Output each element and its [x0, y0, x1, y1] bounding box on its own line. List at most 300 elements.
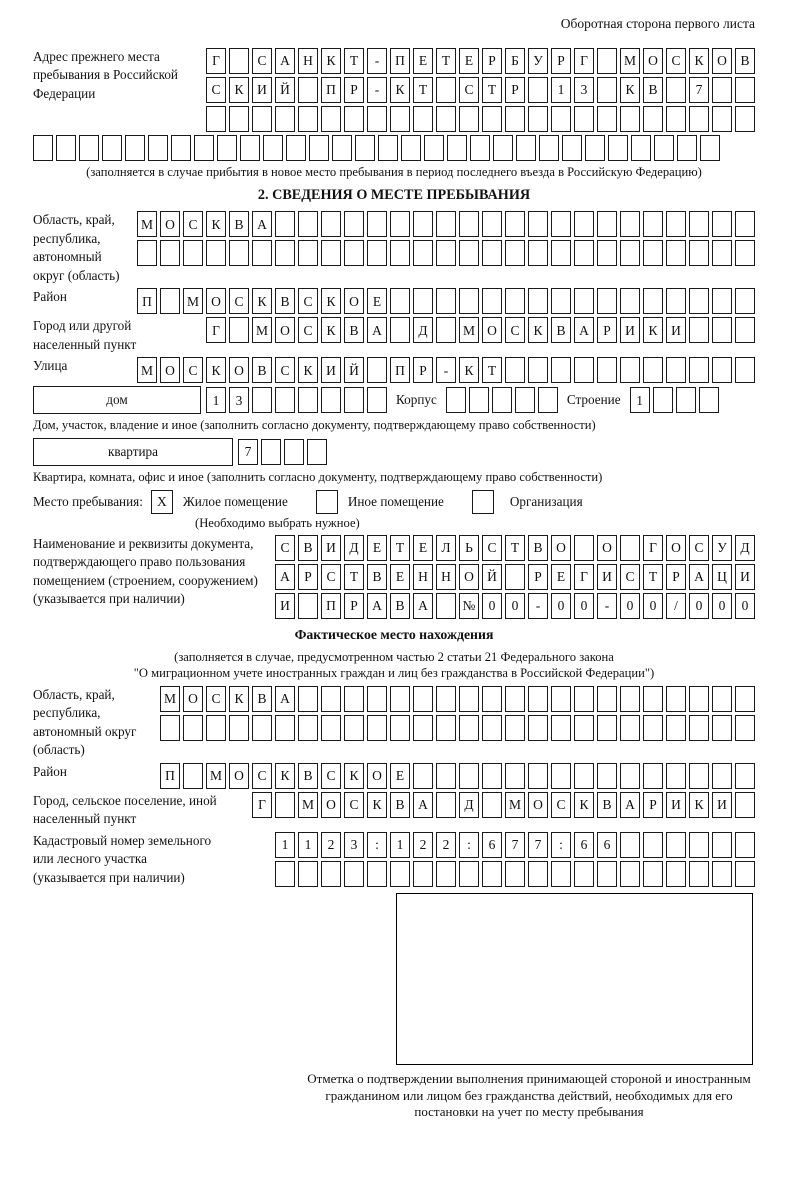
- form-cell[interactable]: 0: [482, 593, 502, 619]
- form-cell[interactable]: [505, 763, 525, 789]
- form-cell[interactable]: Е: [367, 535, 387, 561]
- form-cell[interactable]: Г: [574, 564, 594, 590]
- form-cell[interactable]: [528, 211, 548, 237]
- form-cell[interactable]: [551, 106, 571, 132]
- form-cell[interactable]: Е: [413, 48, 433, 74]
- form-cell[interactable]: 0: [643, 593, 663, 619]
- form-cell[interactable]: [643, 357, 663, 383]
- form-cell[interactable]: [666, 686, 686, 712]
- form-cell[interactable]: Т: [344, 48, 364, 74]
- form-cell[interactable]: С: [275, 535, 295, 561]
- form-cell[interactable]: В: [735, 48, 755, 74]
- form-cell[interactable]: [574, 861, 594, 887]
- form-cell[interactable]: [229, 715, 249, 741]
- ulitsa-row[interactable]: [137, 357, 755, 383]
- form-cell[interactable]: [298, 77, 318, 103]
- form-cell[interactable]: [597, 763, 617, 789]
- form-cell[interactable]: [539, 135, 559, 161]
- form-cell[interactable]: [574, 211, 594, 237]
- form-cell[interactable]: [677, 135, 697, 161]
- form-cell[interactable]: [643, 832, 663, 858]
- form-cell[interactable]: О: [183, 686, 203, 712]
- form-cell[interactable]: :: [551, 832, 571, 858]
- form-cell[interactable]: [459, 106, 479, 132]
- form-cell[interactable]: О: [367, 763, 387, 789]
- form-cell[interactable]: В: [643, 77, 663, 103]
- form-cell[interactable]: [321, 861, 341, 887]
- form-cell[interactable]: В: [551, 317, 571, 343]
- form-cell[interactable]: [367, 387, 387, 413]
- form-cell[interactable]: [597, 240, 617, 266]
- form-cell[interactable]: П: [390, 357, 410, 383]
- form-cell[interactable]: [284, 439, 304, 465]
- form-cell[interactable]: Ь: [459, 535, 479, 561]
- form-cell[interactable]: [390, 106, 410, 132]
- form-cell[interactable]: [459, 211, 479, 237]
- dom-cells[interactable]: [206, 387, 387, 413]
- form-cell[interactable]: [344, 715, 364, 741]
- form-cell[interactable]: [528, 106, 548, 132]
- form-cell[interactable]: [735, 211, 755, 237]
- form-cell[interactable]: 0: [735, 593, 755, 619]
- form-cell[interactable]: [240, 135, 260, 161]
- form-cell[interactable]: 3: [574, 77, 594, 103]
- form-cell[interactable]: Р: [551, 48, 571, 74]
- form-cell[interactable]: В: [229, 211, 249, 237]
- form-cell[interactable]: 1: [390, 832, 410, 858]
- form-cell[interactable]: [469, 387, 489, 413]
- form-cell[interactable]: Д: [459, 792, 479, 818]
- form-cell[interactable]: [528, 861, 548, 887]
- form-cell[interactable]: [436, 861, 456, 887]
- form-cell[interactable]: [620, 357, 640, 383]
- form-cell[interactable]: [505, 357, 525, 383]
- form-cell[interactable]: К: [229, 686, 249, 712]
- form-cell[interactable]: [551, 715, 571, 741]
- form-cell[interactable]: [286, 135, 306, 161]
- form-cell[interactable]: [436, 317, 456, 343]
- kvartira-cells[interactable]: [238, 439, 327, 465]
- form-cell[interactable]: [735, 357, 755, 383]
- form-cell[interactable]: [712, 211, 732, 237]
- form-cell[interactable]: А: [689, 564, 709, 590]
- form-cell[interactable]: И: [252, 77, 272, 103]
- form-cell[interactable]: Р: [344, 593, 364, 619]
- form-cell[interactable]: [413, 763, 433, 789]
- form-cell[interactable]: -: [367, 48, 387, 74]
- form-cell[interactable]: 7: [528, 832, 548, 858]
- form-cell[interactable]: Б: [505, 48, 525, 74]
- form-cell[interactable]: К: [528, 317, 548, 343]
- form-cell[interactable]: [298, 686, 318, 712]
- form-cell[interactable]: [275, 211, 295, 237]
- form-cell[interactable]: [459, 686, 479, 712]
- form-cell[interactable]: Г: [252, 792, 272, 818]
- form-cell[interactable]: [459, 715, 479, 741]
- form-cell[interactable]: [689, 106, 709, 132]
- form-cell[interactable]: [528, 288, 548, 314]
- form-cell[interactable]: У: [712, 535, 732, 561]
- form-cell[interactable]: [597, 686, 617, 712]
- form-cell[interactable]: Г: [206, 48, 226, 74]
- form-cell[interactable]: [712, 832, 732, 858]
- form-cell[interactable]: [390, 715, 410, 741]
- form-cell[interactable]: О: [551, 535, 571, 561]
- form-cell[interactable]: [229, 317, 249, 343]
- form-cell[interactable]: [229, 106, 249, 132]
- form-cell[interactable]: [436, 211, 456, 237]
- form-cell[interactable]: [263, 135, 283, 161]
- form-cell[interactable]: [735, 686, 755, 712]
- form-cell[interactable]: Р: [643, 792, 663, 818]
- form-cell[interactable]: [620, 106, 640, 132]
- form-cell[interactable]: [689, 317, 709, 343]
- form-cell[interactable]: 6: [597, 832, 617, 858]
- form-cell[interactable]: [321, 106, 341, 132]
- form-cell[interactable]: [344, 686, 364, 712]
- form-cell[interactable]: С: [183, 357, 203, 383]
- form-cell[interactable]: [735, 832, 755, 858]
- checkbox-organizatsiya[interactable]: [472, 490, 494, 514]
- form-cell[interactable]: [332, 135, 352, 161]
- form-cell[interactable]: [597, 77, 617, 103]
- form-cell[interactable]: [492, 387, 512, 413]
- doc-row-3[interactable]: [275, 593, 755, 619]
- form-cell[interactable]: М: [183, 288, 203, 314]
- form-cell[interactable]: С: [321, 564, 341, 590]
- form-cell[interactable]: [401, 135, 421, 161]
- form-cell[interactable]: С: [620, 564, 640, 590]
- form-cell[interactable]: [735, 77, 755, 103]
- form-cell[interactable]: [574, 686, 594, 712]
- form-cell[interactable]: [676, 387, 696, 413]
- form-cell[interactable]: А: [275, 686, 295, 712]
- form-cell[interactable]: 1: [298, 832, 318, 858]
- form-cell[interactable]: И: [666, 317, 686, 343]
- form-cell[interactable]: [344, 106, 364, 132]
- form-cell[interactable]: [367, 357, 387, 383]
- gorod-row[interactable]: [206, 317, 755, 343]
- form-cell[interactable]: 2: [436, 832, 456, 858]
- form-cell[interactable]: О: [344, 288, 364, 314]
- form-cell[interactable]: Г: [643, 535, 663, 561]
- form-cell[interactable]: [367, 715, 387, 741]
- form-cell[interactable]: К: [643, 317, 663, 343]
- form-cell[interactable]: [666, 357, 686, 383]
- form-cell[interactable]: [436, 77, 456, 103]
- form-cell[interactable]: [446, 387, 466, 413]
- form-cell[interactable]: В: [344, 317, 364, 343]
- form-cell[interactable]: [620, 211, 640, 237]
- form-cell[interactable]: [413, 240, 433, 266]
- form-cell[interactable]: [689, 240, 709, 266]
- form-cell[interactable]: [585, 135, 605, 161]
- form-cell[interactable]: [424, 135, 444, 161]
- form-cell[interactable]: [275, 715, 295, 741]
- form-cell[interactable]: [528, 77, 548, 103]
- form-cell[interactable]: [367, 211, 387, 237]
- form-cell[interactable]: [505, 686, 525, 712]
- form-cell[interactable]: [56, 135, 76, 161]
- form-cell[interactable]: П: [137, 288, 157, 314]
- form-cell[interactable]: [562, 135, 582, 161]
- form-cell[interactable]: К: [275, 763, 295, 789]
- form-cell[interactable]: Е: [390, 564, 410, 590]
- form-cell[interactable]: [367, 861, 387, 887]
- oblast-row-1[interactable]: [137, 211, 755, 237]
- form-cell[interactable]: [206, 106, 226, 132]
- form-cell[interactable]: В: [298, 763, 318, 789]
- form-cell[interactable]: [183, 763, 203, 789]
- form-cell[interactable]: [551, 240, 571, 266]
- form-cell[interactable]: [482, 288, 502, 314]
- form-cell[interactable]: [643, 240, 663, 266]
- form-cell[interactable]: 1: [206, 387, 226, 413]
- form-cell[interactable]: С: [666, 48, 686, 74]
- form-cell[interactable]: [436, 288, 456, 314]
- form-cell[interactable]: О: [643, 48, 663, 74]
- form-cell[interactable]: Й: [275, 77, 295, 103]
- form-cell[interactable]: [309, 135, 329, 161]
- form-cell[interactable]: О: [321, 792, 341, 818]
- form-cell[interactable]: [261, 439, 281, 465]
- form-cell[interactable]: [275, 792, 295, 818]
- form-cell[interactable]: Т: [390, 535, 410, 561]
- form-cell[interactable]: [528, 715, 548, 741]
- form-cell[interactable]: [689, 715, 709, 741]
- form-cell[interactable]: К: [229, 77, 249, 103]
- form-cell[interactable]: И: [620, 317, 640, 343]
- form-cell[interactable]: [206, 715, 226, 741]
- form-cell[interactable]: О: [160, 211, 180, 237]
- form-cell[interactable]: С: [505, 317, 525, 343]
- form-cell[interactable]: М: [620, 48, 640, 74]
- form-cell[interactable]: [413, 686, 433, 712]
- form-cell[interactable]: С: [252, 763, 272, 789]
- form-cell[interactable]: К: [206, 357, 226, 383]
- form-cell[interactable]: [390, 240, 410, 266]
- form-cell[interactable]: [528, 357, 548, 383]
- form-cell[interactable]: [298, 593, 318, 619]
- form-cell[interactable]: Е: [551, 564, 571, 590]
- form-cell[interactable]: [321, 686, 341, 712]
- form-cell[interactable]: Й: [344, 357, 364, 383]
- doc-row-2[interactable]: [275, 564, 755, 590]
- form-cell[interactable]: [459, 240, 479, 266]
- form-cell[interactable]: [298, 387, 318, 413]
- form-cell[interactable]: И: [735, 564, 755, 590]
- form-cell[interactable]: Г: [206, 317, 226, 343]
- form-cell[interactable]: В: [390, 593, 410, 619]
- form-cell[interactable]: С: [252, 48, 272, 74]
- form-cell[interactable]: П: [321, 593, 341, 619]
- form-cell[interactable]: [482, 861, 502, 887]
- form-cell[interactable]: [528, 240, 548, 266]
- form-cell[interactable]: С: [551, 792, 571, 818]
- form-cell[interactable]: М: [206, 763, 226, 789]
- form-cell[interactable]: [689, 357, 709, 383]
- form-cell[interactable]: [574, 763, 594, 789]
- form-cell[interactable]: Т: [436, 48, 456, 74]
- form-cell[interactable]: [597, 715, 617, 741]
- form-cell[interactable]: [666, 106, 686, 132]
- form-cell[interactable]: [160, 288, 180, 314]
- form-cell[interactable]: [643, 288, 663, 314]
- form-cell[interactable]: [666, 861, 686, 887]
- form-cell[interactable]: [344, 211, 364, 237]
- form-cell[interactable]: О: [597, 535, 617, 561]
- form-cell[interactable]: [482, 106, 502, 132]
- form-cell[interactable]: [252, 387, 272, 413]
- form-cell[interactable]: [390, 317, 410, 343]
- form-cell[interactable]: К: [321, 317, 341, 343]
- form-cell[interactable]: [620, 861, 640, 887]
- form-cell[interactable]: [298, 240, 318, 266]
- form-cell[interactable]: [194, 135, 214, 161]
- form-cell[interactable]: [689, 288, 709, 314]
- rayon-row[interactable]: [137, 288, 755, 314]
- form-cell[interactable]: В: [390, 792, 410, 818]
- form-cell[interactable]: [321, 240, 341, 266]
- form-cell[interactable]: [551, 861, 571, 887]
- form-cell[interactable]: [574, 535, 594, 561]
- form-cell[interactable]: [390, 288, 410, 314]
- form-cell[interactable]: С: [183, 211, 203, 237]
- form-cell[interactable]: [712, 288, 732, 314]
- form-cell[interactable]: [574, 288, 594, 314]
- form-cell[interactable]: Р: [413, 357, 433, 383]
- form-cell[interactable]: [735, 317, 755, 343]
- prev-address-row-3[interactable]: [206, 106, 755, 132]
- form-cell[interactable]: [137, 240, 157, 266]
- form-cell[interactable]: 2: [413, 832, 433, 858]
- form-cell[interactable]: [183, 240, 203, 266]
- korpus-cells[interactable]: [446, 387, 558, 413]
- form-cell[interactable]: Т: [482, 77, 502, 103]
- form-cell[interactable]: С: [206, 77, 226, 103]
- form-cell[interactable]: [436, 763, 456, 789]
- form-cell[interactable]: [307, 439, 327, 465]
- form-cell[interactable]: [413, 861, 433, 887]
- form-cell[interactable]: [689, 861, 709, 887]
- form-cell[interactable]: [298, 106, 318, 132]
- form-cell[interactable]: [574, 715, 594, 741]
- form-cell[interactable]: К: [574, 792, 594, 818]
- form-cell[interactable]: [666, 288, 686, 314]
- form-cell[interactable]: [735, 792, 755, 818]
- form-cell[interactable]: К: [689, 48, 709, 74]
- form-cell[interactable]: [689, 211, 709, 237]
- form-cell[interactable]: [597, 861, 617, 887]
- form-cell[interactable]: [538, 387, 558, 413]
- form-cell[interactable]: 3: [344, 832, 364, 858]
- form-cell[interactable]: [298, 715, 318, 741]
- form-cell[interactable]: [206, 240, 226, 266]
- form-cell[interactable]: К: [206, 211, 226, 237]
- form-cell[interactable]: А: [413, 593, 433, 619]
- form-cell[interactable]: И: [275, 593, 295, 619]
- form-cell[interactable]: :: [459, 832, 479, 858]
- form-cell[interactable]: [505, 861, 525, 887]
- form-cell[interactable]: [459, 763, 479, 789]
- form-cell[interactable]: [666, 211, 686, 237]
- form-cell[interactable]: Р: [298, 564, 318, 590]
- prev-address-row-4[interactable]: [33, 135, 755, 161]
- form-cell[interactable]: [505, 288, 525, 314]
- form-cell[interactable]: К: [390, 77, 410, 103]
- form-cell[interactable]: П: [321, 77, 341, 103]
- form-cell[interactable]: :: [367, 832, 387, 858]
- form-cell[interactable]: [390, 211, 410, 237]
- form-cell[interactable]: /: [666, 593, 686, 619]
- prev-address-row-1[interactable]: [206, 48, 755, 74]
- form-cell[interactable]: [735, 763, 755, 789]
- form-cell[interactable]: [505, 106, 525, 132]
- form-cell[interactable]: 0: [505, 593, 525, 619]
- form-cell[interactable]: [516, 135, 536, 161]
- form-cell[interactable]: [551, 211, 571, 237]
- form-cell[interactable]: В: [252, 686, 272, 712]
- form-cell[interactable]: [275, 240, 295, 266]
- form-cell[interactable]: К: [321, 48, 341, 74]
- form-cell[interactable]: [183, 715, 203, 741]
- form-cell[interactable]: [620, 240, 640, 266]
- form-cell[interactable]: Т: [643, 564, 663, 590]
- form-cell[interactable]: Н: [413, 564, 433, 590]
- form-cell[interactable]: [344, 861, 364, 887]
- form-cell[interactable]: [33, 135, 53, 161]
- doc-row-1[interactable]: [275, 535, 755, 561]
- form-cell[interactable]: К: [689, 792, 709, 818]
- form-cell[interactable]: Т: [344, 564, 364, 590]
- form-cell[interactable]: [229, 48, 249, 74]
- form-cell[interactable]: [666, 763, 686, 789]
- kadastr-row-2[interactable]: [275, 861, 755, 887]
- form-cell[interactable]: [298, 211, 318, 237]
- form-cell[interactable]: Т: [482, 357, 502, 383]
- form-cell[interactable]: [493, 135, 513, 161]
- form-cell[interactable]: К: [298, 357, 318, 383]
- form-cell[interactable]: [436, 106, 456, 132]
- form-cell[interactable]: [735, 106, 755, 132]
- form-cell[interactable]: [102, 135, 122, 161]
- form-cell[interactable]: [378, 135, 398, 161]
- form-cell[interactable]: Й: [482, 564, 502, 590]
- form-cell[interactable]: О: [229, 763, 249, 789]
- form-cell[interactable]: [689, 763, 709, 789]
- factual-oblast-row-2[interactable]: [160, 715, 755, 741]
- form-cell[interactable]: [620, 715, 640, 741]
- form-cell[interactable]: 1: [630, 387, 650, 413]
- form-cell[interactable]: 6: [574, 832, 594, 858]
- form-cell[interactable]: [125, 135, 145, 161]
- form-cell[interactable]: [148, 135, 168, 161]
- form-cell[interactable]: В: [252, 357, 272, 383]
- form-cell[interactable]: [666, 715, 686, 741]
- form-cell[interactable]: [620, 288, 640, 314]
- form-cell[interactable]: [436, 715, 456, 741]
- form-cell[interactable]: М: [298, 792, 318, 818]
- form-cell[interactable]: 0: [574, 593, 594, 619]
- form-cell[interactable]: К: [459, 357, 479, 383]
- form-cell[interactable]: [160, 240, 180, 266]
- form-cell[interactable]: С: [482, 535, 502, 561]
- form-cell[interactable]: [252, 106, 272, 132]
- form-cell[interactable]: [515, 387, 535, 413]
- form-cell[interactable]: 1: [275, 832, 295, 858]
- form-cell[interactable]: Н: [436, 564, 456, 590]
- form-cell[interactable]: [712, 240, 732, 266]
